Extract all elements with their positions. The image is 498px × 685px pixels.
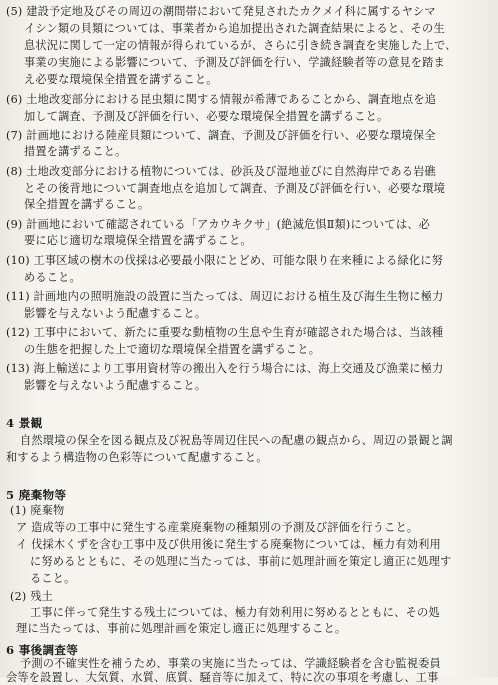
text-line: イ 伐採木くずを含む工事中及び供用後に発生する廃棄物については、極力有効利用 — [16, 538, 441, 551]
text-line: 措置を講ずること。 — [24, 145, 127, 158]
text-line: 和するよう構造物の色彩等について配慮すること。 — [6, 451, 268, 464]
text-line: に努めるとともに、その処理に当たっては、事前に処理計画を策定し適正に処理す — [30, 555, 452, 568]
text-line: (6) 土地改変部分における昆虫類に関する情報が希薄であることから、調査地点を追 — [6, 93, 437, 106]
text-line: 要に応じ適切な環境保全措置を講ずること。 — [24, 234, 252, 247]
text-line: 保全措置を講ずること。 — [24, 198, 150, 211]
text-line: イシン類の貝類については、事業者から追加提出された調査結果によると、その生 — [24, 22, 445, 35]
text-line: (11) 計画地内の照明施設の設置に当たっては、周辺における植生及び海生生物に極力 — [6, 290, 444, 303]
text-line: 予測の不確実性を補うため、事業の実施に当たっては、学識経験者を含む監視委員 — [20, 657, 441, 670]
text-line: 理に当たっては、事前に処理計画を策定し適正に処理すること。 — [16, 622, 347, 635]
text-line: 影響を与えないよう配慮すること。 — [24, 307, 207, 320]
text-line: (7) 計画地における陸産貝類について、調査、予測及び評価を行い、必要な環境保全 — [6, 129, 436, 142]
text-line: 息状況に関して一定の情報が得られているが、さらに引き続き調査を実施した上で、 — [24, 39, 457, 52]
section-heading: 4 景観 — [6, 416, 43, 430]
text-line: (5) 建設予定地及びその周辺の潮間帯において発見されたカクメイ科に属するヤシマ — [6, 5, 436, 18]
text-line: (9) 計画地において確認されている「アカウキクサ」(絶滅危惧Ⅱ類)については、必 — [6, 218, 430, 231]
text-line: ア 造成等の工事中に発生する産業廃棄物の種類別の予測及び評価を行うこと。 — [16, 521, 419, 534]
text-line: とその後背地について調査地点を追加して調査、予測及び評価を行い、必要な環境 — [24, 182, 446, 195]
text-line: (1) 廃棄物 — [10, 504, 65, 517]
text-line: 事業の実施による影響について、予測及び評価を行い、学識経験者等の意見を踏ま — [24, 56, 445, 69]
text-line: の生態を把握した上で適切な環境保全措置を講ずること。 — [24, 343, 321, 356]
text-line: (10) 工事区域の樹木の伐採は必要最小限にとどめ、可能な限り在来種による緑化に努 — [6, 254, 444, 267]
text-line: (2) 残土 — [10, 590, 53, 603]
text-line: (13) 海上輸送により工事用資材等の搬出入を行う場合には、海上交通及び漁業に極力 — [6, 362, 444, 375]
text-line: ること。 — [30, 572, 76, 585]
text-line: めること。 — [24, 271, 81, 284]
text-line: 自然環境の保全を図る観点及び祝島等周辺住民への配慮の観点から、周辺の景観と調 — [20, 434, 453, 447]
section-heading: 5 廃棄物等 — [6, 488, 67, 502]
text-line: 加して調査、予測及び評価を行い、必要な環境保全措置を講ずること。 — [24, 110, 389, 123]
text-line: え必要な環境保全措置を講ずること。 — [24, 73, 218, 86]
text-line: 会等を設置し、大気質、水質、底質、騒音等に加えて、特に次の事項を考慮し、工事 — [6, 671, 439, 684]
text-line: (8) 土地改変部分における植物については、砂浜及び湿地並びに自然海岸である岩礁 — [6, 165, 436, 178]
text-line: (12) 工事中において、新たに重要な動植物の生息や生育が確認された場合は、当該種 — [6, 326, 444, 339]
text-line: 影響を与えないよう配慮すること。 — [24, 379, 207, 392]
section-heading: 6 事後調査等 — [6, 643, 79, 657]
text-line: 工事に伴って発生する残土については、極力有効利用に努めるとともに、その処 — [30, 606, 440, 619]
